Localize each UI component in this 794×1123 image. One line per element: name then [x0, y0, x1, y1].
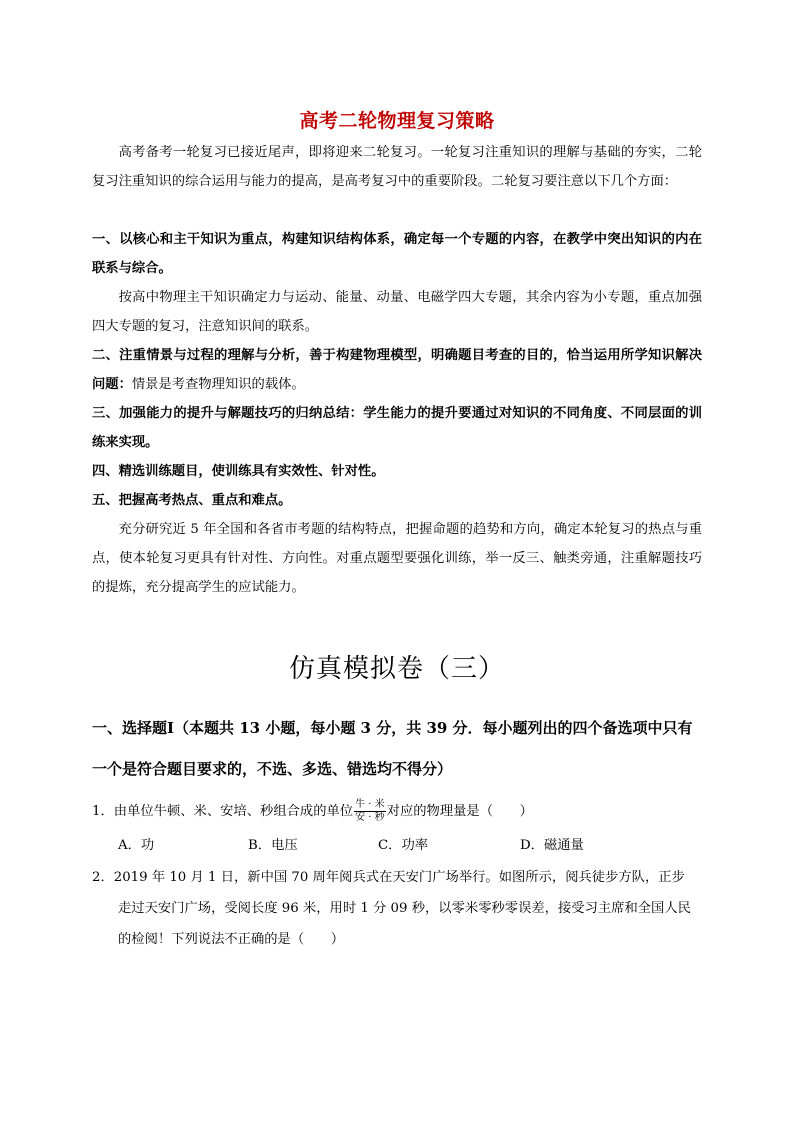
question-one-options: [118, 832, 678, 860]
article-title: 高考二轮物理复习策略: [299, 110, 495, 132]
point-five-body: 充分研究近 5 年全国和各省市考题的结构特点，把握命题的趋势和方向，确定本轮复习的热点与重点，使本轮复习更具有针对性、方向性。对重点题型要强化训练，举一反三、触类旁通，注重解题技巧的提炼，充分提高学生的应试能力。: [92, 522, 702, 595]
option-a: A．功: [118, 838, 155, 853]
point-five-heading: 五、把握高考热点、重点和难点。: [92, 493, 292, 508]
point-two-paragraph: [92, 341, 702, 399]
point-one-body: 按高中物理主干知识确定力与运动、能量、动量、电磁学四大专题，其余内容为小专题，重点加强四大专题的复习，注意知识间的联系。: [92, 290, 702, 334]
unit-fraction: [354, 799, 386, 824]
question-one-suffix: 对应的物理量是（ ）: [386, 804, 533, 819]
intro-paragraph: 高考备考一轮复习已接近尾声，即将迎来二轮复习。一轮复习注重知识的理解与基础的夯实，二轮复习注重知识的综合运用与能力的提高，是高考复习中的重要阶段。二轮复习要注意以下几个方面：: [92, 145, 702, 189]
option-b: B．电压: [248, 838, 298, 853]
fraction-denominator: 安 · 秒: [355, 812, 385, 823]
question-two-line-1: 2．2019 年 10 月 1 日，新中国 70 周年阅兵式在天安门广场举行。如图所示，阅兵徒步方队，正步: [92, 870, 685, 885]
option-c: C．功率: [378, 838, 429, 853]
point-one-heading: 一、以核心和主干知识为重点，构建知识结构体系，确定每一个专题的内容，在教学中突出知识的内在联系与综合。: [92, 232, 702, 276]
question-two: [92, 862, 704, 955]
option-d: D．磁通量: [520, 838, 584, 853]
section-one-heading: 一、选择题Ⅰ（本题共 13 小题，每小题 3 分，共 39 分．每小题列出的四个备选项中只有一个是符合题目要求的，不选、多选、错选均不得分）: [92, 719, 693, 778]
question-two-line-3: 的检阅！下列说法不正确的是（ ）: [118, 932, 345, 947]
point-four-heading: 四、精选训练题目，使训练具有实效性、针对性。: [92, 464, 385, 479]
exam-title: 仿真模拟卷（三）: [288, 654, 505, 684]
point-two-heading: 二、注重情景与过程的理解与分析，善于构建物理模型，明确题目考查的目的，恰当运用所学知识解决问题：: [92, 348, 702, 392]
question-one-prefix: 1．由单位牛顿、米、安培、秒组合成的单位: [92, 804, 354, 819]
point-three-heading: 三、加强能力的提升与解题技巧的归纳总结：学生能力的提升要通过对知识的不同角度、不同层面的训练来实现。: [92, 406, 702, 450]
fraction-numerator: 牛 · 米: [355, 799, 385, 810]
point-two-tail: 情景是考查物理知识的载体。: [131, 377, 305, 392]
question-two-line-2: 走过天安门广场，受阅长度 96 米，用时 1 分 09 秒，以零米零秒零误差，接受习主席和全国人民: [118, 901, 691, 916]
question-one: [92, 797, 702, 826]
